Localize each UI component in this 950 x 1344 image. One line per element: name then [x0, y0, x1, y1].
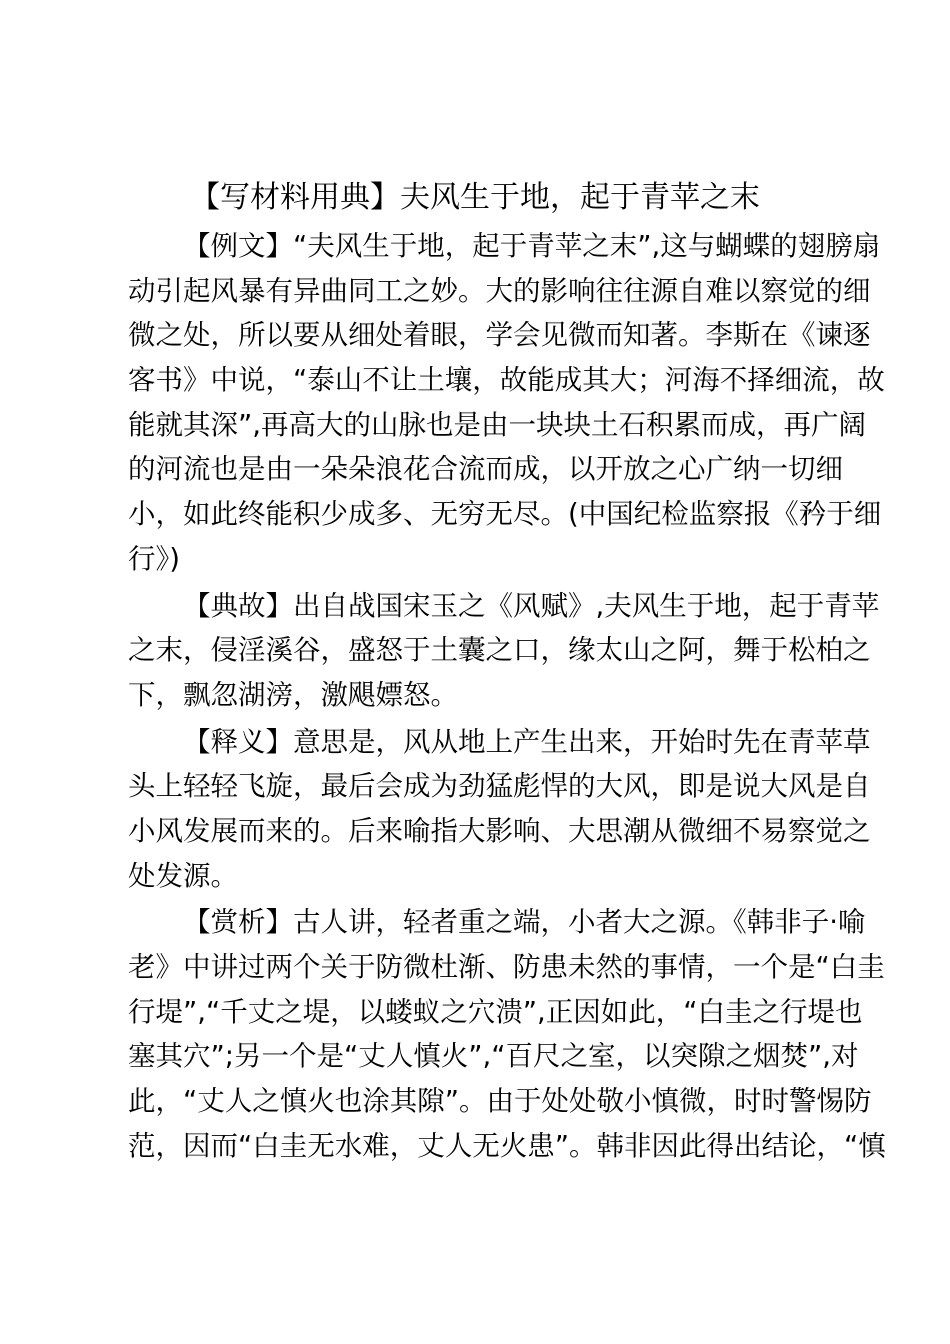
paragraph-analysis — [128, 900, 886, 1168]
document-body — [128, 224, 886, 1168]
paragraph-line: 【例文】“夫风生于地，起于青苹之末”,这与蝴蝶的翅膀扇 — [183, 230, 881, 262]
paragraph-line: 之末，侵淫溪谷，盛怒于土囊之口，缘太山之阿，舞于松柏之 — [128, 634, 871, 667]
document-title: 【写材料用典】夫风生于地，起于青苹之末 — [190, 180, 760, 215]
paragraph-line: 小风发展而来的。后来喻指大影响、大思潮从微细不易察觉之 — [128, 814, 871, 847]
paragraph-line: 小，如此终能积少成多、无穷无尽。(中国纪检监察报《矜于细 — [128, 498, 882, 531]
paragraph-line: 微之处，所以要从细处着眼，学会见微而知著。李斯在《谏逐 — [128, 319, 871, 352]
paragraph-line: 动引起风暴有异曲同工之妙。大的影响往往源自难以察觉的细 — [128, 274, 871, 307]
paragraph-line: 老》中讲过两个关于防微杜渐、防患未然的事情，一个是“白圭 — [128, 951, 885, 983]
paragraph-line: 处发源。 — [128, 859, 238, 892]
paragraph-line: 的河流也是由一朵朵浪花合流而成，以开放之心广纳一切细 — [128, 453, 843, 486]
paragraph-example — [128, 224, 885, 582]
paragraph-line: 行堤”,“千丈之堤，以蝼蚁之穴溃”,正因如此，“白圭之行堤也 — [128, 995, 863, 1028]
paragraph-line: 下，飘忽湖滂，激飓嫖怒。 — [128, 678, 458, 711]
paragraph-line: 【典故】出自战国宋玉之《风赋》,夫风生于地，起于青苹 — [183, 589, 880, 622]
paragraph-line: 塞其穴”;另一个是“丈人慎火”,“百尺之室，以突隙之烟焚”,对 — [128, 1040, 859, 1073]
paragraph-meaning — [128, 720, 871, 899]
paragraph-line: 【释义】意思是，风从地上产生出来，开始时先在青苹草 — [183, 725, 871, 758]
paragraph-line: 能就其深”,再高大的山脉也是由一块块土石积累而成，再广阔 — [128, 408, 866, 441]
paragraph-line: 行》) — [128, 542, 180, 575]
paragraph-line: 范，因而“白圭无水难，丈人无火患”。韩非因此得出结论，“慎 — [128, 1129, 886, 1162]
paragraph-line: 【赏析】古人讲，轻者重之端，小者大之源。《韩非子·喻 — [183, 906, 866, 939]
paragraph-allusion — [128, 584, 880, 718]
paragraph-line: 客书》中说，“泰山不让土壤，故能成其大；河海不择细流，故 — [128, 364, 885, 397]
paragraph-line: 头上轻轻飞旋，最后会成为劲猛彪悍的大风，即是说大风是自 — [128, 770, 871, 803]
paragraph-line: 此，“丈人之慎火也涂其隙”。由于处处敬小慎微，时时警惕防 — [128, 1085, 872, 1118]
